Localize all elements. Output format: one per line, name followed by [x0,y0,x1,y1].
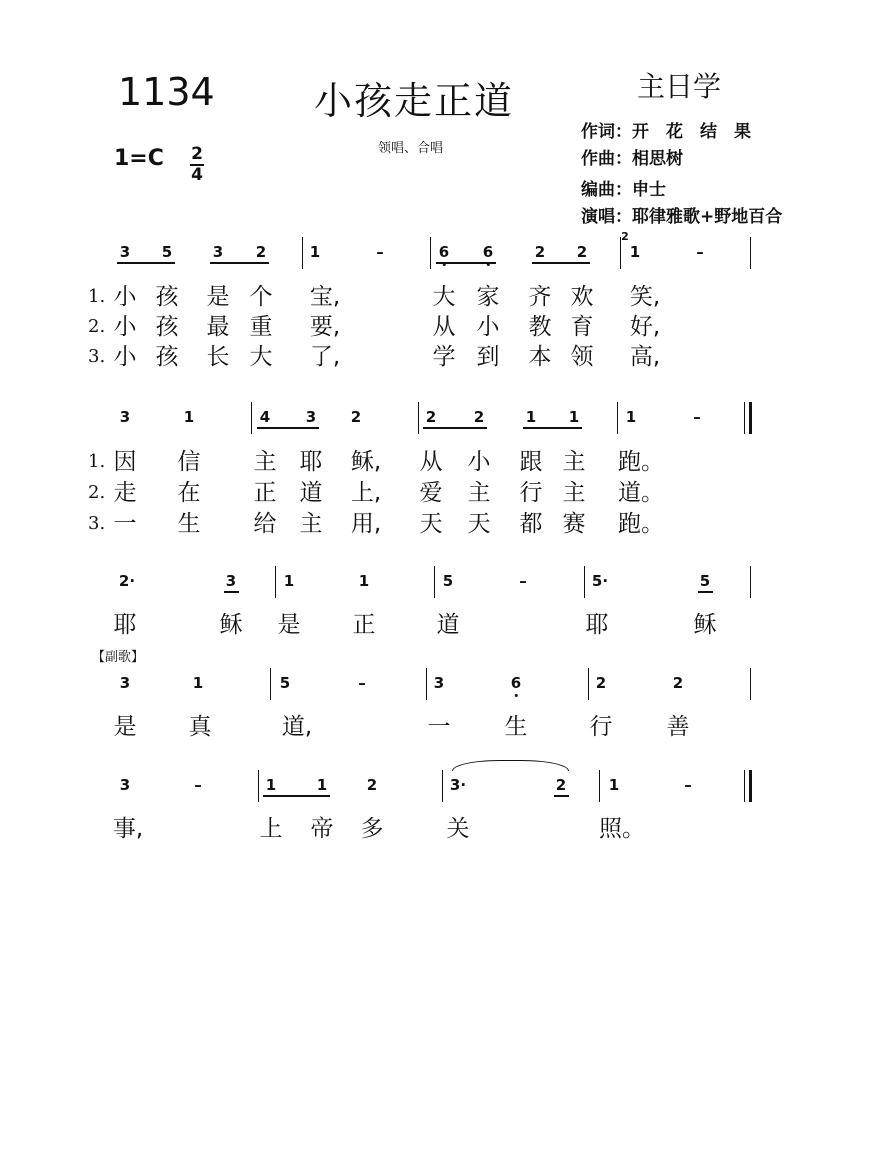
song-title: 小孩走正道 [314,79,515,123]
lyric: 正 [253,480,277,506]
lyric: 小 [467,449,491,475]
lyric: 天 [419,511,443,537]
lyric: 因 [113,449,137,475]
lyric: 主 [467,480,491,506]
note: 4 [259,408,271,426]
note: 2 [473,408,485,426]
note: 1 [316,776,328,794]
note: 2 [366,776,378,794]
lyric: 长 [206,344,230,370]
note: 3· [449,776,467,794]
lyric: 上 [259,816,283,842]
lyric: 照。 [599,816,645,842]
lyric: 赛 [562,511,586,537]
note: 2· [118,572,136,590]
verse-number: 1. [88,286,106,307]
lyric: 高, [629,344,661,370]
lyric: 主 [562,449,586,475]
lyric: 重 [249,314,273,340]
performance-mode: 领唱、合唱 [378,141,444,156]
key-signature: 1=C [114,146,164,171]
lyric: 是 [277,612,301,638]
lyric: 学 [432,344,456,370]
time-top: 2 [191,144,203,164]
note: 2 [425,408,437,426]
verse-number: 1. [88,451,106,472]
lyric: 大 [249,344,273,370]
lyric: 主 [253,449,277,475]
note: – [684,776,692,794]
lyric: 生 [504,714,528,740]
note: 3 [433,674,445,692]
credit-lyricist: 作词：开 花 结 果 [581,122,751,142]
lyric: 小 [113,314,137,340]
note: 5 [279,674,291,692]
note: 3 [212,243,224,261]
verse-number: 2. [88,482,106,503]
lyric: 跑。 [618,449,664,475]
lyric: 一 [113,511,137,537]
lyric: 宝, [309,284,341,310]
lyric: 主 [299,511,323,537]
lyric: 小 [113,344,137,370]
time-signature [190,146,204,184]
note: 2 [555,776,567,794]
lyric: 关 [446,816,470,842]
credit-arranger: 编曲：申士 [581,180,666,200]
lyric: 小 [113,284,137,310]
lyric: 好, [629,314,661,340]
chorus-label: 【副歌】 [92,650,145,665]
note: 1 [625,408,637,426]
lyric: 生 [177,511,201,537]
song-category: 主日学 [637,70,722,103]
lyric: 孩 [155,344,179,370]
lyric: 天 [467,511,491,537]
lyric: 都 [519,511,543,537]
note: 1 [283,572,295,590]
note: 3 [119,674,131,692]
lyric: 到 [476,344,500,370]
lyric: 个 [249,284,273,310]
lyric: 家 [476,284,500,310]
lyric: 正 [352,612,376,638]
lyric: 从 [432,314,456,340]
lyric: 本 [528,344,552,370]
song-number: 1134 [118,70,215,114]
lyric: 道。 [618,480,664,506]
note: – [693,408,701,426]
note: 5 [161,243,173,261]
note: 2 [672,674,684,692]
note: 5 [699,572,711,590]
note: 6 [482,243,494,261]
note: 6 [510,674,522,692]
time-bottom: 4 [191,165,203,185]
grace-note: 2 [621,230,629,243]
lyric: 道, [281,714,313,740]
lyric: 要, [309,314,341,340]
note: 1 [265,776,277,794]
note: 3 [305,408,317,426]
lyric: 耶 [585,612,609,638]
lyric: 爱 [419,480,443,506]
lyric: 耶 [113,612,137,638]
lyric: 主 [562,480,586,506]
lyric: 了, [309,344,341,370]
note: 5· [591,572,609,590]
lyric: 多 [360,816,384,842]
lyric: 道 [436,612,460,638]
verse-number: 3. [88,346,106,367]
lyric: 稣 [219,612,243,638]
note: 1 [629,243,641,261]
note: 1 [608,776,620,794]
note: 5 [442,572,454,590]
lyric: 小 [476,314,500,340]
note: – [194,776,202,794]
note: – [376,243,384,261]
lyric: 从 [419,449,443,475]
note: – [519,572,527,590]
lyric: 用, [350,511,382,537]
lyric: 笑, [629,284,661,310]
lyric: 孩 [155,314,179,340]
slur [452,760,569,771]
lyric: 齐 [528,284,552,310]
lyric: 跟 [519,449,543,475]
note: 3 [119,408,131,426]
lyric: 帝 [310,816,334,842]
credit-singer: 演唱：耶律雅歌+野地百合 [581,207,783,227]
note: 2 [350,408,362,426]
lyric: 领 [570,344,594,370]
lyric: 一 [427,714,451,740]
lyric: 善 [666,714,690,740]
lyric: 信 [177,449,201,475]
note: 3 [225,572,237,590]
lyric: 欢 [570,284,594,310]
lyric: 走 [113,480,137,506]
lyric: 行 [589,714,613,740]
lyric: 是 [206,284,230,310]
lyric: 稣, [350,449,382,475]
note: 2 [255,243,267,261]
lyric: 真 [188,714,212,740]
note: 1 [183,408,195,426]
lyric: 大 [432,284,456,310]
note: 1 [309,243,321,261]
lyric: 在 [177,480,201,506]
note: 1 [358,572,370,590]
note: – [696,243,704,261]
lyric: 给 [253,511,277,537]
lyric: 事, [112,816,144,842]
credit-composer: 作曲：相思树 [581,149,683,169]
lyric: 跑。 [618,511,664,537]
note: 2 [576,243,588,261]
lyric: 道 [299,480,323,506]
lyric: 孩 [155,284,179,310]
lyric: 上, [350,480,382,506]
note: 1 [568,408,580,426]
lyric: 最 [206,314,230,340]
lyric: 是 [113,714,137,740]
note: 3 [119,243,131,261]
lyric: 育 [570,314,594,340]
note: 2 [534,243,546,261]
note: 1 [192,674,204,692]
verse-number: 3. [88,513,106,534]
note: – [358,674,366,692]
verse-number: 2. [88,316,106,337]
note: 6 [438,243,450,261]
lyric: 稣 [693,612,717,638]
lyric: 教 [528,314,552,340]
note: 2 [595,674,607,692]
lyric: 行 [519,480,543,506]
note: 3 [119,776,131,794]
note: 1 [525,408,537,426]
lyric: 耶 [299,449,323,475]
